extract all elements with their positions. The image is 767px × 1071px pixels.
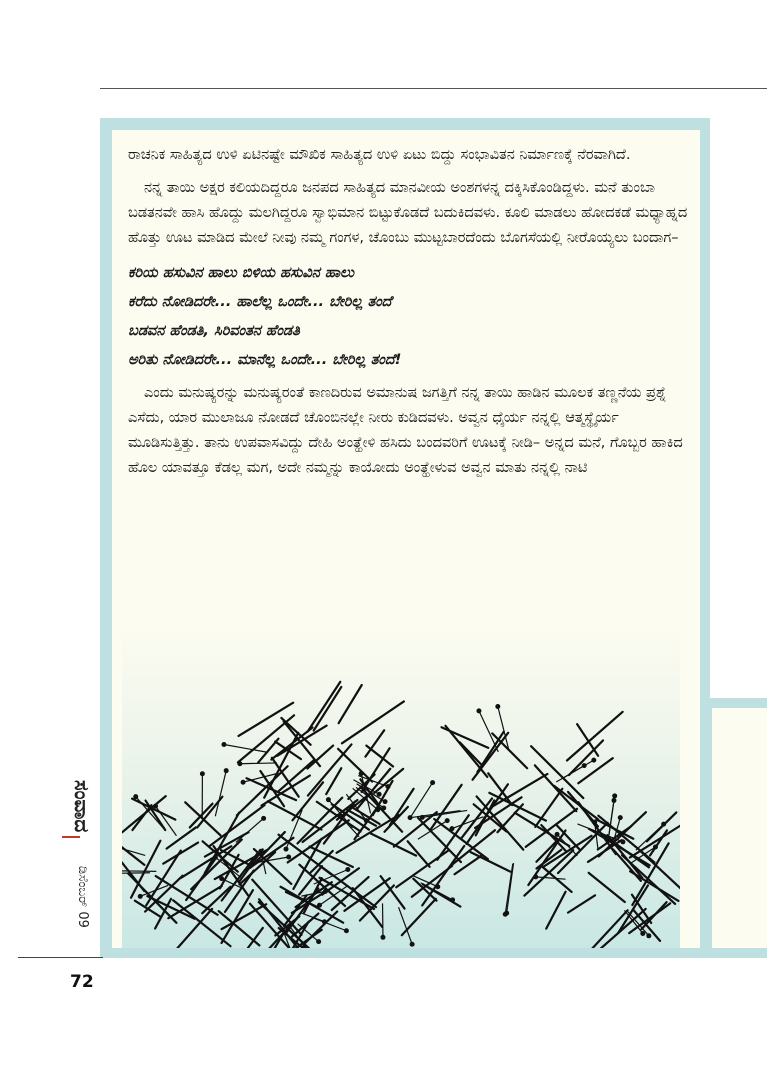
illustration-dot [219,876,224,881]
illustration-stroke [630,818,680,858]
illustration-twig [328,800,352,828]
paragraph-3: ಎಂದು ಮನುಷ್ಯರನ್ನು ಮನುಷ್ಯರಂತೆ ಕಾಣದಿರುವ ಅಮಾನುಷ ಜಗತ್ತಿಗೆ ನನ್ನ ತಾಯಿ ಹಾಡಿನ ಮೂಲಕ ತಣ್ಣನೆಯ ಪ್ರಶ್ನೆ ಎಸೆದು, ಯಾರ ಮುಲಾಜೂ ನೋಡದೆ ಚೊಂಬಿನಲ್ಲೇ ನೀರು ಕುಡಿದವಳು. ಅವ್ವನ ಧೈರ್ಯ ನನ್ನಲ್ಲಿ ಆತ್ಮಸ್ಥೈರ್ಯ ಮೂಡಿಸುತ್ತಿತ್ತು. ತಾನು ಉಪವಾಸವಿದ್ದು ದೇಹಿ ಅಂತ್ಹೇಳಿ ಹಸಿದು ಬಂದವರಿಗೆ ಊಟಕ್ಕೆ ನೀಡಿ– ಅನ್ನದ ಮನೆ, ಗೊಬ್ಬರ ಹಾಕಿದ ಹೊಲ ಯಾವತ್ತೂ ಕೆಡಲ್ಲ ಮಗ, ಅದೇ ನಮ್ಮನ್ನು ಕಾಯೋದು ಅಂತ್ಹೇಳುವ ಅವ್ವನ ಮಾತು ನನ್ನಲ್ಲಿ ನಾಟಿ [128,385,683,476]
bottom-rule [18,957,103,958]
illustration-twig [536,877,566,879]
illustration-twig [240,763,277,764]
illustration-dot [221,742,226,747]
illustration-dot [258,849,263,854]
illustration-dot [200,771,205,776]
illustration-dot [445,818,450,823]
poem-line-2: ಕರೆದು ನೋಡಿದರೇ... ಹಾಲೆಲ್ಲ ಒಂದೇ... ಬೇರಿಲ್ಲ ತಂದೆ [128,294,392,310]
illustration-stroke [239,703,294,736]
illustration-dot [408,815,413,820]
paragraph-2: ನನ್ನ ತಾಯಿ ಅಕ್ಷರ ಕಲಿಯದಿದ್ದರೂ ಜನಪದ ಸಾಹಿತ್ಯದ ಮಾನವೀಯ ಅಂಶಗಳನ್ನ ದಕ್ಕಿಸಿಕೊಂಡಿದ್ದಳು. ಮನೆ ತುಂಬಾ ಬಡತನವೇ ಹಾಸಿ ಹೊದ್ದು ಮಲಗಿದ್ದರೂ ಸ್ವಾಭಿಮಾನ ಬಿಟ್ಟುಕೊಡದೆ ಬದುಕಿದವಳು. ಕೂಲಿ ಮಾಡಲು ಹೋದಕಡೆ ಮಧ್ಯಾಹ್ನದ ಹೊತ್ತು ಊಟ ಮಾಡಿದ ಮೇಲೆ ನೀವು ನಮ್ಮ ಗಂಗಳ, ಚೊಂಬು ಮುಟ್ಟಬಾರದೆಂದು ಬೊಗಸೆಯಲ್ಲಿ ನೀರೊಯ್ಯಲು ಬಂದಾಗ– [128,180,688,246]
illustration-stroke [477,732,503,772]
illustration-twig [340,816,359,837]
illustration-stroke [567,712,623,761]
illustration-stroke [546,892,565,929]
illustration-twig [410,811,460,818]
illustration-dot [646,933,651,938]
illustration-twig [215,771,226,817]
illustration-stroke [173,900,230,946]
page-number: 72 [70,972,94,992]
illustration-stroke [577,724,598,756]
poem-line-1: ಕರಿಯ ಹಸುವಿನ ಹಾಲು ಬಿಳಿಯ ಹಸುವಿನ ಹಾಲು [128,265,355,281]
illustration-dot [661,822,666,827]
illustration-stroke [132,805,151,830]
illustration-stroke [277,726,326,756]
illustration-dot [495,704,500,709]
illustration-twig [301,913,325,922]
illustration-stroke [568,895,595,912]
illustration-graphic [122,622,680,948]
illustration-stroke [288,820,349,862]
illustration-dot [133,794,138,799]
illustration-dot [612,793,617,798]
illustration-dot [476,708,481,713]
poem-line-4: ಅರಿತು ನೋಡಿದರೇ... ಮಾನೆಲ್ಲ ಒಂದೇ... ಬೇರಿಲ್ಲ ತಂದೆ! [128,352,402,368]
illustration-twig [224,745,268,753]
illustration-dot [138,894,143,899]
illustration-stroke [578,758,612,783]
illustration-stroke [209,805,264,846]
illustration-dot [592,820,597,825]
illustration-stroke [339,685,362,723]
illustration-stroke [460,742,481,764]
illustration-dot [323,889,328,894]
folk-art-illustration [122,622,680,948]
illustration-dot [618,815,623,820]
illustration-dot [241,780,246,785]
magazine-logo: ಸಂವಾದ [70,780,94,833]
illustration-dot [153,804,158,809]
illustration-dot [326,797,331,802]
illustration-dot [380,935,385,940]
illustration-stroke [471,852,511,872]
illustration-twig [636,824,664,850]
paragraph-1: ರಾಚನಿಕ ಸಾಹಿತ್ಯದ ಉಳಿ ಏಟಿನಷ್ಟೇ ಮೌಖಿಕ ಸಾಹಿತ್ಯದ ಉಳಿ ಏಟು ಬಿದ್ದು ಸಂಭಾವಿತನ ನಿರ್ಮಾಣಕ್ಕೆ ನೆರವಾಗಿದೆ. [128,147,631,163]
poem-line-3: ಬಡವನ ಹೆಂಡತಿ, ಸಿರಿವಂತನ ಹೆಂಡತಿ [128,323,300,339]
issue-date: ಡಿಸೆಂಬರ್ 09 [75,866,90,928]
illustration-twig [236,818,264,842]
illustration-stroke [542,867,571,892]
illustration-dot [284,847,289,852]
illustration-dot [377,792,382,797]
illustration-dot [213,855,218,860]
illustration-stroke [342,701,404,743]
illustration-stroke [430,785,462,831]
illustration-stroke [384,807,407,832]
top-rule [100,88,767,89]
illustration-dot [344,928,349,933]
illustration-dot [410,942,415,947]
logo-accent-mark [62,836,80,838]
illustration-dot [224,768,229,773]
illustration-dot [435,884,440,889]
illustration-dot [533,874,538,879]
illustration-stroke [381,876,405,908]
illustration-stroke [473,733,509,780]
illustration-dot [653,845,658,850]
illustration-dot [286,854,291,859]
illustration-dot [322,919,327,924]
magazine-sidebar [58,780,98,940]
illustration-twig [122,871,156,872]
illustration-stroke [441,727,488,748]
illustration-stroke [535,789,562,827]
illustration-stroke [314,687,342,731]
illustration-dot [449,826,454,831]
illustration-dot [450,897,455,902]
illustration-stroke [308,682,341,732]
illustration-dot [591,758,596,763]
illustration-dot [385,784,390,789]
illustration-stroke [524,850,573,895]
article-body [128,143,690,481]
illustration-dot [237,761,242,766]
illustration-dot [359,771,364,776]
illustration-stroke [589,873,625,902]
illustration-stroke [292,782,323,820]
illustration-dot [430,780,435,785]
illustration-dot [316,939,321,944]
illustration-twig [122,873,150,874]
illustration-dot [555,832,560,837]
folk-poem [128,261,690,373]
content-panel-extension [712,708,767,948]
illustration-dot [345,867,350,872]
illustration-twig [422,810,467,817]
illustration-stroke [163,843,198,864]
illustration-dot [383,799,388,804]
illustration-dot [261,816,266,821]
illustration-stroke [268,801,322,829]
illustration-dot [503,912,508,917]
